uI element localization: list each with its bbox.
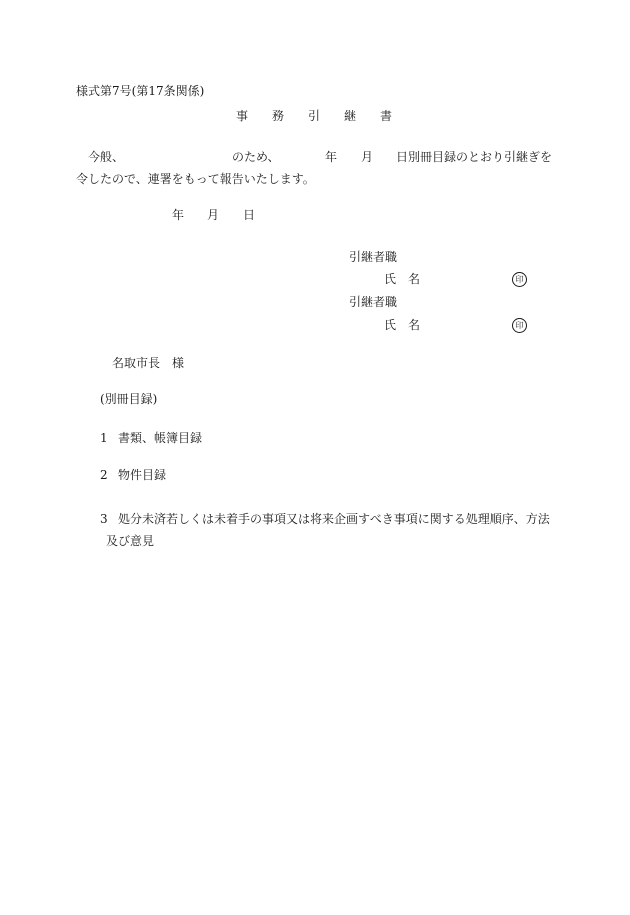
list-item-text: 処分未済若しくは未着手の事項又は将来企画すべき事項に関する処理順序、方法	[118, 512, 550, 526]
document-title: 事 務 引 継 書	[236, 109, 393, 123]
list-item-number: 2	[100, 468, 108, 482]
date-day: 日	[243, 208, 256, 222]
body-line1-reason: のため、	[232, 150, 280, 164]
body-line2: 令したので、連署をもって報告いたします。	[76, 172, 315, 186]
seal-icon: 印	[512, 318, 527, 333]
list-item-number: 1	[100, 431, 108, 445]
appendix-title: (別冊目録)	[100, 392, 158, 406]
date-month: 月	[207, 208, 220, 222]
body-line1-year: 年	[325, 150, 338, 164]
signature-role-2: 引継者職	[349, 295, 398, 309]
form-label: 様式第7号(第17条関係)	[76, 84, 205, 98]
body-line1-prefix: 今般、	[88, 150, 125, 164]
list-item-continuation: 及び意見	[106, 534, 155, 548]
date-year: 年	[172, 208, 185, 222]
body-line1-month: 月	[361, 150, 374, 164]
signature-name-label-1: 氏 名	[384, 272, 421, 286]
signature-name-label-2: 氏 名	[384, 318, 421, 332]
list-item-text: 書類、帳簿目録	[118, 431, 203, 445]
list-item-text: 物件目録	[118, 468, 167, 482]
signature-role-1: 引継者職	[349, 250, 398, 264]
body-line1-rest: 日別冊目録のとおり引継ぎを	[396, 150, 553, 164]
list-item-number: 3	[100, 512, 108, 526]
seal-icon: 印	[512, 272, 527, 287]
addressee: 名取市長 様	[112, 356, 185, 370]
